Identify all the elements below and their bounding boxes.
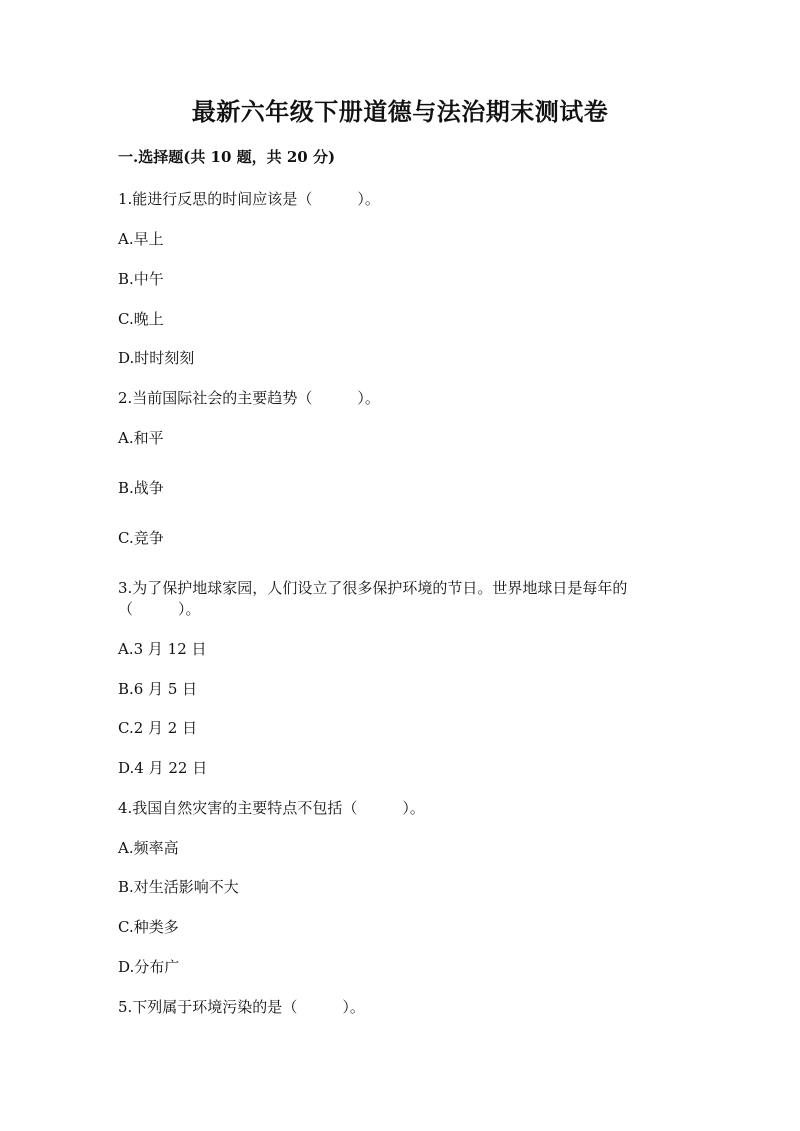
question-1-stem: 1.能进行反思的时间应该是（ ）。: [118, 190, 380, 208]
question-2-stem: 2.当前国际社会的主要趋势（ ）。: [118, 389, 380, 407]
question-2-option-b: B.战争: [118, 479, 164, 497]
question-3-stem-continued: （ ）。: [118, 600, 201, 618]
question-4-option-d: D.分布广: [118, 958, 180, 976]
question-1-option-a: A.早上: [118, 230, 164, 248]
question-2-option-c: C.竞争: [118, 529, 164, 547]
question-1-option-c: C.晚上: [118, 310, 164, 328]
question-3-option-d: D.4 月 22 日: [118, 759, 208, 777]
question-5-stem: 5.下列属于环境污染的是（ ）。: [118, 998, 365, 1016]
page-title: 最新六年级下册道德与法治期末测试卷: [191, 97, 609, 126]
question-4-option-c: C.种类多: [118, 918, 179, 936]
question-4-option-b: B.对生活影响不大: [118, 878, 239, 896]
question-4-stem: 4.我国自然灾害的主要特点不包括（ ）。: [118, 799, 425, 817]
question-3-stem: 3.为了保护地球家园，人们设立了很多保护环境的节日。世界地球日是每年的: [118, 579, 628, 597]
question-3-option-a: A.3 月 12 日: [118, 640, 207, 658]
question-4-option-a: A.频率高: [118, 839, 179, 857]
question-3-option-b: B.6 月 5 日: [118, 680, 198, 698]
section-heading: 一.选择题(共 10 题，共 20 分): [118, 148, 336, 166]
question-2-option-a: A.和平: [118, 429, 164, 447]
question-3-option-c: C.2 月 2 日: [118, 719, 198, 737]
question-1-option-d: D.时时刻刻: [118, 349, 195, 367]
question-1-option-b: B.中午: [118, 270, 164, 288]
